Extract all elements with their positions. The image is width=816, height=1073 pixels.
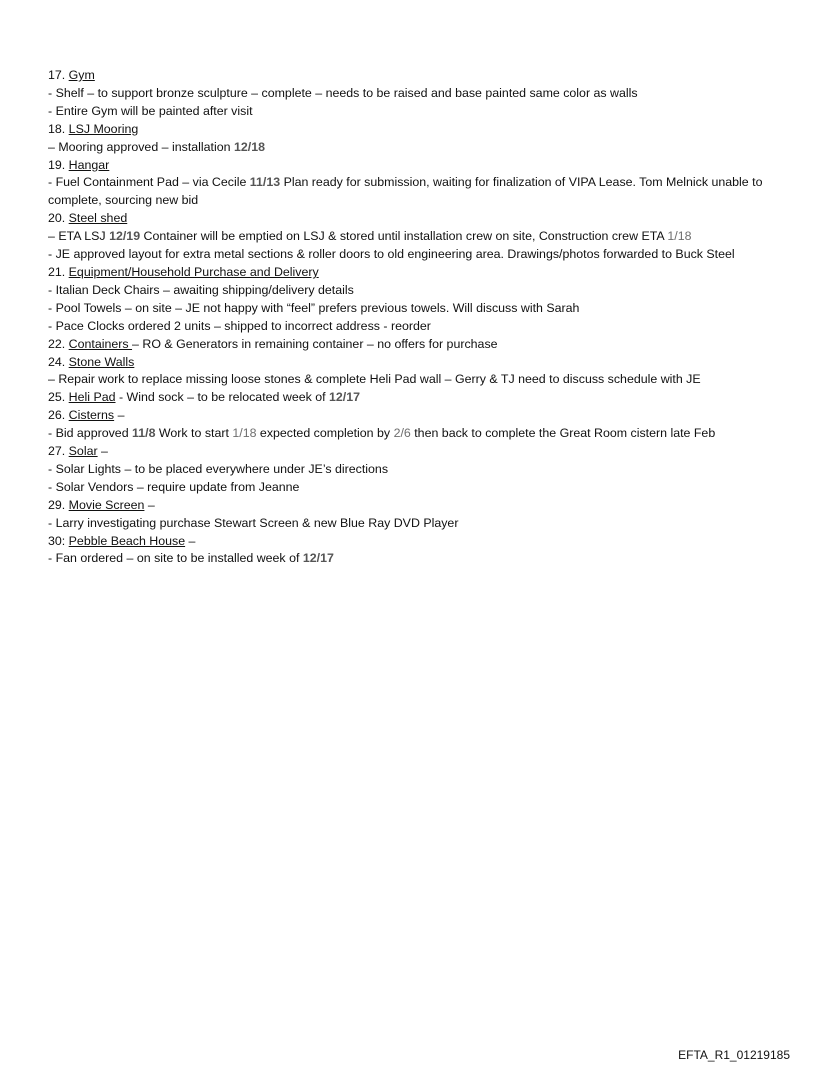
item-text: - Fan ordered – on site to be installed week of bbox=[48, 551, 303, 566]
item-text: then back to complete the Great Room cistern late Feb bbox=[410, 426, 716, 441]
section-number: 22. bbox=[48, 336, 69, 351]
item-line bbox=[48, 174, 770, 210]
section-number: 30: bbox=[48, 533, 69, 548]
section-heading bbox=[48, 354, 770, 372]
item-line bbox=[48, 318, 770, 336]
item-line bbox=[48, 425, 770, 443]
item-text: – ETA LSJ bbox=[48, 229, 110, 244]
section-title: LSJ Mooring bbox=[68, 121, 139, 136]
section-heading bbox=[48, 264, 770, 282]
section-number: 26. bbox=[48, 408, 69, 423]
section-number: 29. bbox=[48, 497, 69, 512]
section-number: 25. bbox=[48, 390, 69, 405]
section-note: – bbox=[144, 497, 155, 512]
item-text: - JE approved layout for extra metal sections & roller doors to old engineering area. Drawings/photos forwarded to Buck Steel bbox=[48, 247, 735, 262]
item-text: - Italian Deck Chairs – awaiting shipping/delivery details bbox=[48, 282, 354, 297]
item-text: – Mooring approved – installation bbox=[48, 139, 234, 154]
section-note: – RO & Generators in remaining container – no offers for purchase bbox=[132, 336, 498, 351]
item-text: Container will be emptied on LSJ & stored until installation crew on site, Construction crew ETA bbox=[140, 229, 668, 244]
date-text: 1/18 bbox=[667, 229, 692, 244]
section-title: Solar bbox=[68, 444, 98, 459]
item-text: expected completion by bbox=[256, 426, 394, 441]
item-text: - Larry investigating purchase Stewart Screen & new Blue Ray DVD Player bbox=[48, 515, 459, 530]
item-line bbox=[48, 139, 770, 157]
section-heading bbox=[48, 121, 770, 139]
item-line bbox=[48, 228, 770, 246]
item-text: Plan ready for submission, waiting for finalization of VIPA Lease. Tom Melnick unable to complete, sourcing new bid bbox=[48, 175, 763, 208]
section-number: 19. bbox=[48, 157, 69, 172]
section-title: Hangar bbox=[68, 157, 110, 172]
section-heading bbox=[48, 497, 770, 515]
section-heading bbox=[48, 389, 770, 407]
section-title: Equipment/Household Purchase and Delivery bbox=[68, 264, 319, 279]
item-line bbox=[48, 282, 770, 300]
item-text: Work to start bbox=[155, 426, 233, 441]
date-text: 11/13 bbox=[249, 175, 281, 190]
section-title: Pebble Beach House bbox=[68, 533, 186, 548]
item-text: - Pace Clocks ordered 2 units – shipped to incorrect address - reorder bbox=[48, 318, 431, 333]
section-heading bbox=[48, 67, 770, 85]
item-line bbox=[48, 246, 770, 264]
section-heading bbox=[48, 336, 770, 354]
document-id-footer: EFTA_R1_01219185 bbox=[678, 1048, 790, 1062]
item-text: - Entire Gym will be painted after visit bbox=[48, 103, 253, 118]
section-title: Cisterns bbox=[68, 408, 115, 423]
section-title: Stone Walls bbox=[68, 354, 135, 369]
section-heading bbox=[48, 157, 770, 175]
item-text: - Bid approved bbox=[48, 426, 133, 441]
document-body bbox=[48, 67, 770, 568]
section-number: 18. bbox=[48, 121, 69, 136]
section-heading bbox=[48, 533, 770, 551]
section-number: 24. bbox=[48, 354, 69, 369]
section-heading bbox=[48, 407, 770, 425]
section-note: – bbox=[97, 444, 108, 459]
item-text: – Repair work to replace missing loose stones & complete Heli Pad wall – Gerry & TJ need to discuss schedule with JE bbox=[48, 372, 701, 387]
section-number: 17. bbox=[48, 68, 69, 82]
section-title: Heli Pad bbox=[68, 390, 116, 405]
section-title: Gym bbox=[68, 68, 95, 82]
section-note: - Wind sock – to be relocated week of bbox=[115, 390, 330, 405]
date-text: 11/8 bbox=[132, 426, 156, 441]
section-number: 21. bbox=[48, 264, 69, 279]
date-text: 12/19 bbox=[109, 229, 141, 244]
item-line bbox=[48, 371, 770, 389]
date-text: 12/17 bbox=[329, 390, 361, 405]
item-text: - Pool Towels – on site – JE not happy with “feel” prefers previous towels. Will discuss with Sarah bbox=[48, 300, 580, 315]
date-text: 12/17 bbox=[302, 551, 334, 566]
section-number: 27. bbox=[48, 444, 69, 459]
item-line bbox=[48, 300, 770, 318]
section-number: 20. bbox=[48, 211, 69, 226]
section-note: – bbox=[114, 408, 125, 423]
section-note: – bbox=[185, 533, 196, 548]
item-text: - Shelf – to support bronze sculpture – complete – needs to be raised and base painted same color as walls bbox=[48, 85, 638, 100]
section-heading bbox=[48, 443, 770, 461]
item-text: - Solar Vendors – require update from Jeanne bbox=[48, 479, 300, 494]
item-text: - Fuel Containment Pad – via Cecile bbox=[48, 175, 250, 190]
item-line bbox=[48, 479, 770, 497]
item-line bbox=[48, 85, 770, 103]
date-text: 2/6 bbox=[393, 426, 411, 441]
section-title: Movie Screen bbox=[68, 497, 145, 512]
item-line bbox=[48, 461, 770, 479]
item-text: - Solar Lights – to be placed everywhere under JE’s directions bbox=[48, 461, 389, 476]
date-text: 1/18 bbox=[232, 426, 257, 441]
item-line bbox=[48, 550, 770, 568]
section-title: Steel shed bbox=[68, 211, 128, 226]
item-line bbox=[48, 515, 770, 533]
section-heading bbox=[48, 210, 770, 228]
date-text: 12/18 bbox=[233, 139, 265, 154]
item-line bbox=[48, 103, 770, 121]
section-title: Containers bbox=[68, 336, 133, 351]
